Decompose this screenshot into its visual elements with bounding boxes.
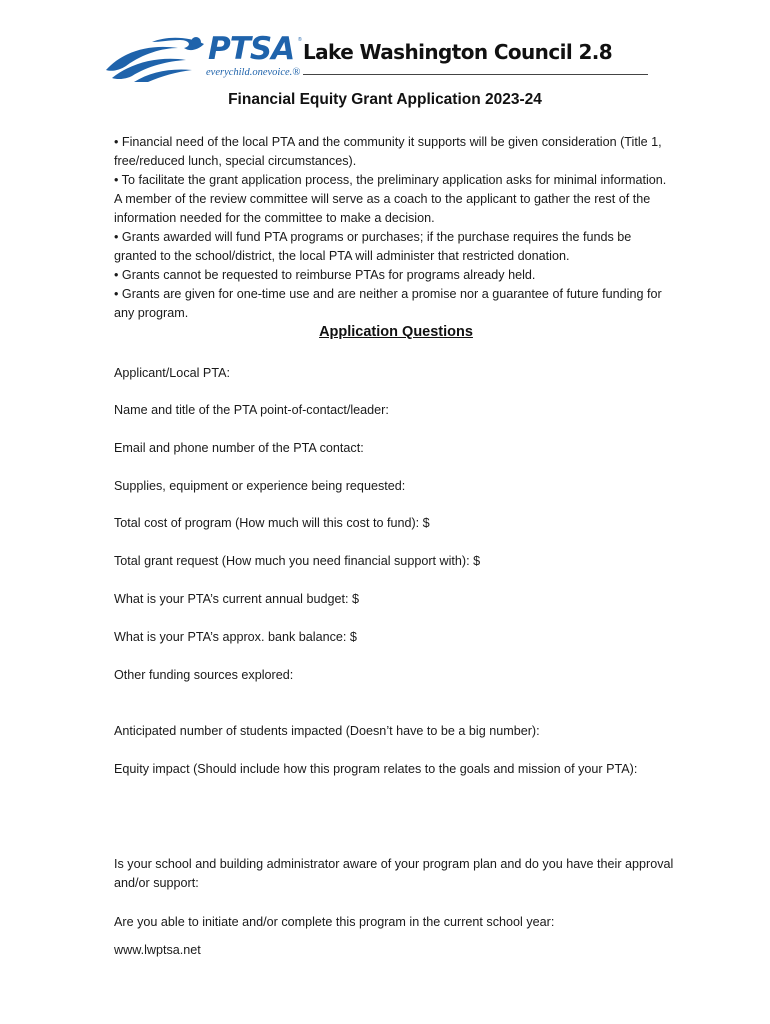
- question-bank-balance: What is your PTA’s approx. bank balance: $: [114, 630, 357, 644]
- question-applicant: Applicant/Local PTA:: [114, 366, 230, 380]
- question-students-impacted: Anticipated number of students impacted (Doesn’t have to be a big number):: [114, 724, 540, 738]
- guideline-bullet: • Grants are given for one-time use and are neither a promise nor a guarantee of future funding for any program.: [114, 287, 662, 320]
- question-grant-request: Total grant request (How much you need financial support with): $: [114, 554, 481, 568]
- question-total-cost: Total cost of program (How much will this cost to fund): $: [114, 516, 430, 530]
- question-admin-approval: Is your school and building administrator aware of your program plan and do you have their approval and/or support:: [114, 857, 674, 890]
- wave-logo-icon: [104, 36, 214, 82]
- question-annual-budget: What is your PTA’s current annual budget: $: [114, 592, 360, 606]
- guidelines-list: [114, 133, 674, 323]
- guideline-bullet: • To facilitate the grant application process, the preliminary application asks for minimal information. A member of the review committee will serve as a coach to the applicant to gather the rest of the information needed for the committee to make a decision.: [114, 173, 667, 225]
- section-heading: Application Questions: [319, 324, 473, 340]
- footer-website: www.lwptsa.net: [114, 943, 201, 957]
- council-name: Lake Washington Council 2.8: [303, 40, 613, 64]
- question-contact-info: Email and phone number of the PTA contact:: [114, 441, 364, 455]
- question-other-funding: Other funding sources explored:: [114, 668, 294, 682]
- question-contact-name: Name and title of the PTA point-of-contact/leader:: [114, 403, 389, 417]
- guideline-bullet: • Grants cannot be requested to reimburse PTAs for programs already held.: [114, 268, 536, 282]
- guideline-bullet: • Financial need of the local PTA and the community it supports will be given consideration (Title 1, free/reduced lunch, special circumstances).: [114, 135, 662, 168]
- trademark-mark: ®: [298, 37, 302, 43]
- question-equity-impact: Equity impact (Should include how this program relates to the goals and mission of your PTA):: [114, 762, 638, 776]
- question-request-items: Supplies, equipment or experience being requested:: [114, 479, 406, 493]
- question-timeline: Are you able to initiate and/or complete this program in the current school year:: [114, 915, 555, 929]
- ptsa-logo: [104, 31, 652, 86]
- logo-tagline: everychild.onevoice.®: [206, 67, 303, 79]
- document-title: Financial Equity Grant Application 2023-24: [228, 91, 542, 108]
- guideline-bullet: • Grants awarded will fund PTA programs or purchases; if the purchase requires the funds be granted to the school/district, the local PTA will administer that restricted donation.: [114, 230, 632, 263]
- header-rule: [300, 74, 648, 75]
- ptsa-wordmark: PTSA: [208, 31, 295, 67]
